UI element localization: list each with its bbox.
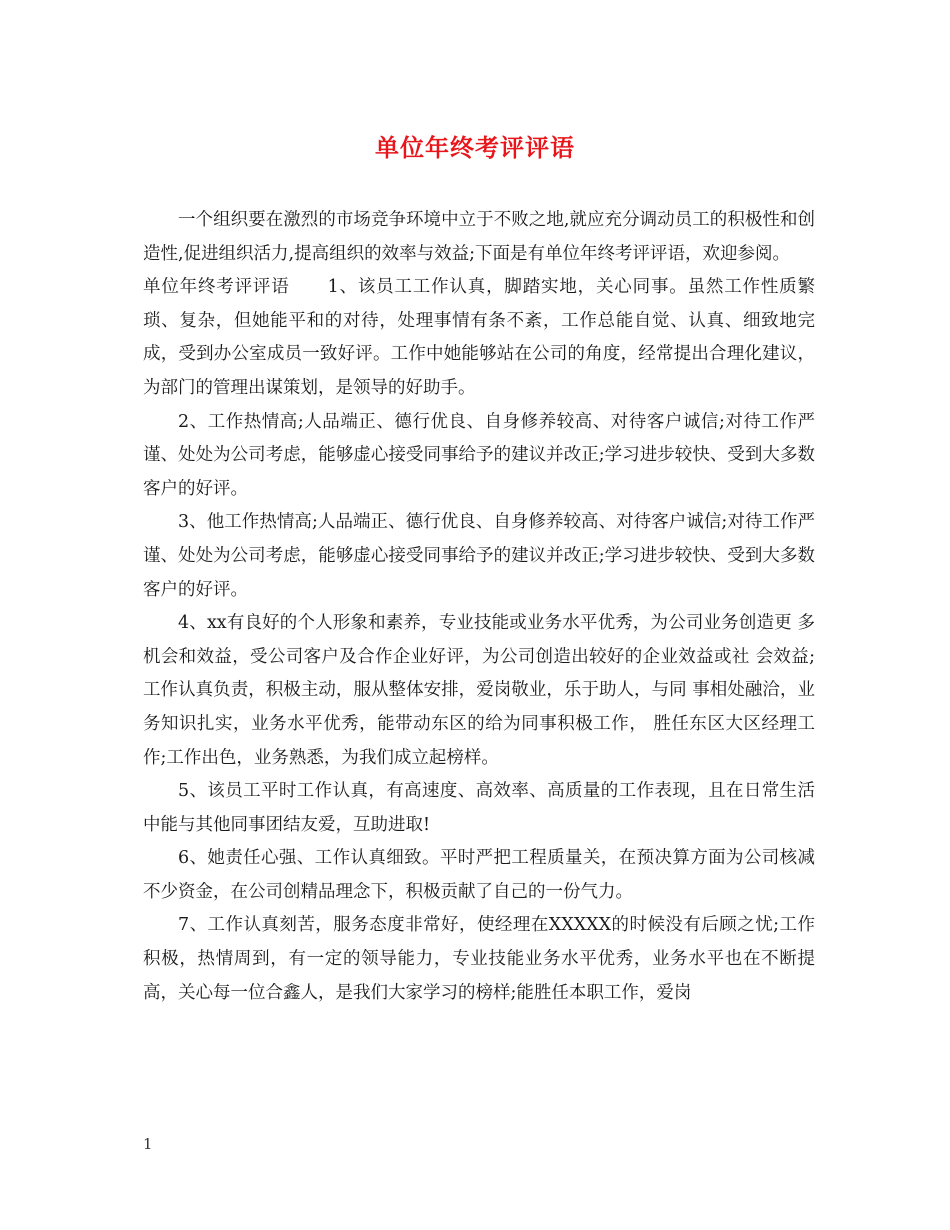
item-1-paragraph: [143, 271, 815, 405]
document-body: [143, 204, 815, 1010]
item-7-paragraph: 7、工作认真刻苦，服务态度非常好，使经理在XXXXX的时候没有后顾之忧;工作积极，热情周到，有一定的领导能力，专业技能业务水平优秀，业务水平也在不断提高，关心每一位合鑫人，是我们大家学习的榜样;能胜任本职工作，爱岗: [143, 915, 815, 1003]
item-5-paragraph: 5、该员工平时工作认真，有高速度、高效率、高质量的工作表现，且在日常生活中能与其他同事团结友爱，互助进取!: [143, 781, 815, 835]
item-6-paragraph: 6、她责任心强、工作认真细致。平时严把工程质量关，在预决算方面为公司核减不少资金，在公司创精品理念下，积极贡献了自己的一份气力。: [143, 848, 815, 902]
item-4-paragraph: 4、xx有良好的个人形象和素养，专业技能或业务水平优秀，为公司业务创造更 多机会和效益，受公司客户及合作企业好评，为公司创造出较好的企业效益或社 会效益;工作认真负责，积极主动，服从整体安排，爱岗敬业，乐于助人，与同 事相处融洽，业务知识扎实，业务水平优秀，能带动东区的给为同事积极工作， 胜任东区大区经理工作;工作出色，业务熟悉，为我们成立起榜样。: [143, 613, 815, 768]
page-number: 1: [143, 1135, 153, 1153]
item-1-text: 1、该员工工作认真，脚踏实地，关心同事。虽然工作性质繁琐、复杂，但她能平和的对待，处理事情有条不紊，工作总能自觉、认真、细致地完成，受到办公室成员一致好评。工作中她能够站在公司的角度，经常提出合理化建议，为部门的管理出谋策划，是领导的好助手。: [143, 277, 815, 398]
document-title: 单位年终考评评语: [375, 133, 575, 162]
section-label: 单位年终考评评语: [143, 277, 290, 298]
intro-paragraph: 一个组织要在激烈的市场竞争环境中立于不败之地,就应充分调动员工的积极性和创造性,促进组织活力,提高组织的效率与效益;下面是有单位年终考评评语，欢迎参阅。: [143, 210, 815, 264]
item-3-paragraph: 3、他工作热情高;人品端正、德行优良、自身修养较高、对待客户诚信;对待工作严谨、处处为公司考虑，能够虚心接受同事给予的建议并改正;学习进步较快、受到大多数客户的好评。: [143, 512, 815, 600]
item-2-paragraph: 2、工作热情高;人品端正、德行优良、自身修养较高、对待客户诚信;对待工作严谨、处处为公司考虑，能够虚心接受同事给予的建议并改正;学习进步较快、受到大多数客户的好评。: [143, 411, 815, 499]
